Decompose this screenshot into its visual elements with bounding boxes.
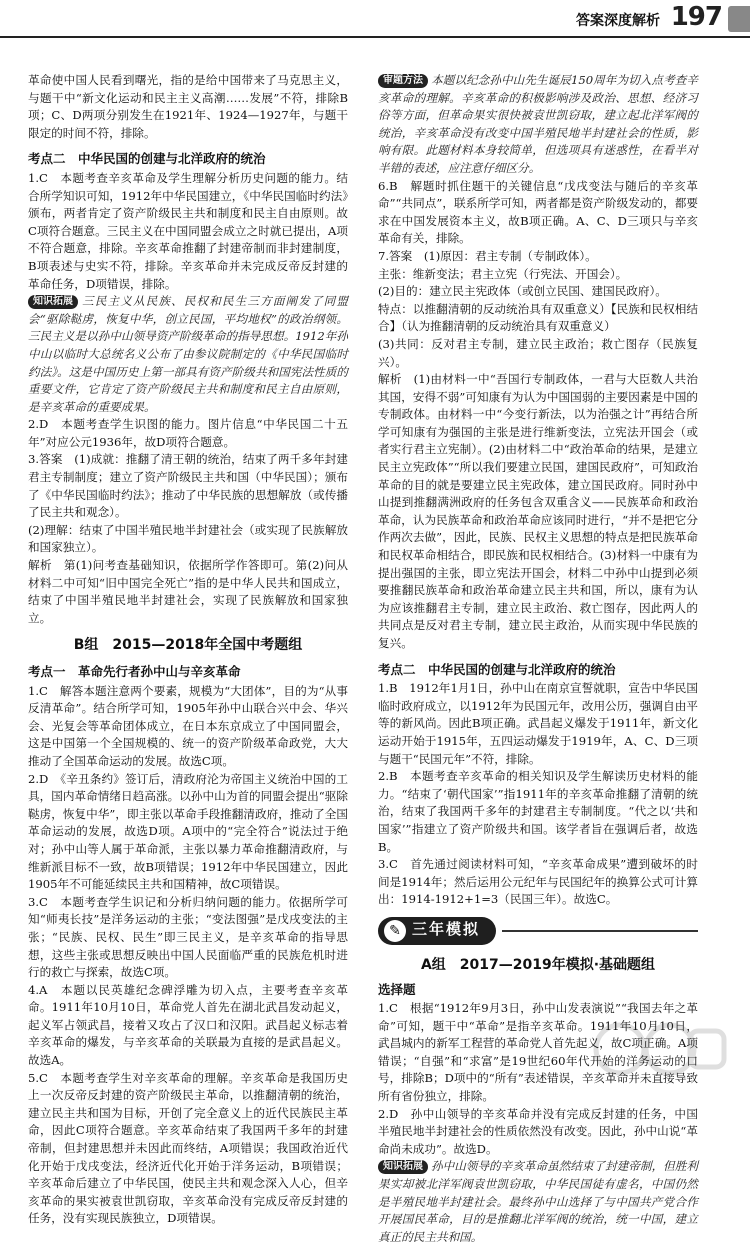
answer-item: 4.A 本题以民英雄纪念碑浮雕为切入点，主要考查辛亥革命。1911年10月10日，革命党人首先在湖北武昌发动起义，起义军占领武昌，接着又攻占了汉口和汉阳。武昌起义标志着辛亥革命的爆发，与辛亥革命的关联最为直接的是武昌起义。故选A。 <box>28 982 348 1068</box>
answer-item: 2.D 本题考查学生识图的能力。图片信息“中华民国二十五年”对应公元1936年，故D项符合题意。 <box>28 417 348 449</box>
tip-badge: 知识拓展 <box>378 1160 428 1174</box>
banner-book-icon: ✎ <box>384 920 406 942</box>
answer-item: 3.C 首先通过阅读材料可知，“辛亥革命成果”遭到破坏的时间是1914年；然后运用公元纪年与民国纪年的换算公式可计算出：1914-1912+1=3（民国三年）。故选C。 <box>378 857 698 907</box>
analysis-item: 解析 (1)由材料一中“吾国行专制政体，一君与大臣数人共治其国，安得不弱”可知康有为认为中国国弱的主要因素是中国的专制政体。由材料一中“今变行新法，以为治强之计”再结合所学可知康有为强国的主张是进行维新变法，立宪法开国会（或者实行君主立宪制）。(2)由材料二中“政治革命的结果，是建立民主立宪政体”“所以我们要建立民国，建国民政府”，可知政治革命的目的就是要建立民主宪政体，建立国民政府。同时孙中山提到推翻满洲政府的任务包含双重含义——民族革命和政治革命，认为民族革命和政治革命应该同时进行，“并不是把它分作两次去做”，因此，民族、民权主义思想的特点是把民族革命和民权革命相结合，即民族和民权相结合。(3)材料一中康有为提出强国的主张，即立宪法开国会，材料二中孙中山提到必须要推翻民族革命和政治革命建立民主共和国，所以，康有为认为应该推翻君主专制，建立民主政治、救亡图存，因此两人的共同点是反对君主专制，建立民主政治，从而实现中华民族的复兴。 <box>378 372 698 650</box>
answer-item: 1.C 本题考查辛亥革命及学生理解分析历史问题的能力。结合所学知识可知，1912年中华民国建立，《中华民国临时约法》颁布，两者肯定了资产阶级民主共和制度和民主自由原则。故C项符合题意。三民主义在中国同盟会成立之时就已提出，A项不符合题意，排除。辛亥革命推翻了封建帝制而非封建制度，B项表述与史实不符，排除。辛亥革命并未完成反帝反封建的革命任务，D项错误，排除。 <box>28 170 348 291</box>
tip-text: 三民主义从民族、民权和民生三方面阐发了同盟会“驱除鞑虏，恢复中华，创立民国，平均地权”的政治纲领。三民主义是以孙中山领导资产阶级革命的指导思想。1912年孙中山以临时大总统名义公布了由参议院制定的《中华民国临时约法》。这是中国历史上第一部具有资产阶级共和国宪法性质的重要文件，它肯定了资产阶级民主共和制度和民主自由原则，是辛亥革命的重要成果。 <box>28 294 348 414</box>
page-tab-marker <box>728 6 750 32</box>
page-number: 197 <box>670 2 722 32</box>
section-heading: 考点二 中华民国的创建与北洋政府的统治 <box>378 661 616 677</box>
answer-item: 特点：以推翻清朝的反动统治具有双重意义）【民族和民权相结合】（认为推翻清朝的反动统治具有双重意义） <box>378 301 698 334</box>
answer-item: 1.C 根据“1912年9月3日，孙中山发表演说”“我国去年之革命”可知，题干中“革命”是指辛亥革命。1911年10月10日，武昌城内的新军工程营的革命党人首先起义，故C项正确。A项错误；“自强”和“求富”是19世纪60年代开始的洋务运动的口号，排除B；D项中的“所有”表述错误，辛亥革命并未直接导致所有省份独立，排除。 <box>378 1001 698 1104</box>
answer-item: (2)理解：结束了中国半殖民地半封建社会（或实现了民族解放和国家独立）。 <box>28 522 348 555</box>
analysis-item: 解析 第(1)问考查基础知识，依据所学作答即可。第(2)问从材料二中可知“旧中国完全死亡”指的是中华人民共和国成立，结束了中国半殖民地半封建社会，实现了民族解放和国家独立。 <box>28 558 348 625</box>
answer-item: 主张：维新变法；君主立宪（行宪法、开国会）。 <box>378 266 628 281</box>
tip-box <box>378 72 698 178</box>
answer-item: 5.C 本题考查学生对辛亥革命的理解。辛亥革命是我国历史上一次反帝反封建的资产阶级民主革命，以推翻清朝的统治，建立民主共和国为目标，开创了完全意义上的近代民族民主革命，因此C项符合题意。辛亥革命结束了我国两千多年的封建帝制，但封建思想并未因此而终结，A项错误；我国政治近代化开始于戊戌变法，经济近代化开始于洋务运动，B项错误；辛亥革命后建立了中华民国，使民主共和观念深入人心，但辛亥革命的果实被袁世凯窃取，辛亥革命没有完成反帝反封建的任务，没有实现民族独立，D项错误。 <box>28 1070 348 1226</box>
header-section-title: 答案深度解析 <box>576 13 660 29</box>
tip-badge: 审题方法 <box>378 74 428 88</box>
answer-paragraph: 革命使中国人民看到曙光，指的是给中国带来了马克思主义，与题干中“新文化运动和民主主义高潮……发展”不符，排除B项；C、D两项分别发生在1921年、1924—1927年，与题干限定的时间不符，排除。 <box>28 73 348 140</box>
banner-rule <box>502 930 698 932</box>
answer-item: 2.B 本题考查辛亥革命的相关知识及学生解读历史材料的能力。“结束了‘朝代国家’”指1911年的辛亥革命推翻了清朝的统治，结束了我国两千多年的封建君主专制制度。“代之以‘共和国家’”指建立了资产阶级共和国。该学者旨在强调后者，故选B。 <box>378 769 698 854</box>
subsection-heading: 选择题 <box>378 981 416 997</box>
answer-item: 1.C 解答本题注意两个要素，规模为“大团体”，目的为“从事反清革命”。结合所学可知，1905年孙中山联合兴中会、华兴会、光复会等革命团体成立，在日本东京成立了中国同盟会，这是中国第一个全国规模的、统一的资产阶级革命政党，大大推动了全国革命运动的发展。故选C项。 <box>28 683 348 768</box>
answer-item: 3.C 本题考查学生识记和分析归纳问题的能力。依据所学可知“师夷长技”是洋务运动的主张；“变法图强”是戊戌变法的主张；“民族、民权、民生”即三民主义，是辛亥革命的指导思想，这些主张或思想反映出中国人民面临严重的民族危机时进行的救亡与探索，故选C项。 <box>28 894 348 980</box>
tip-text: 孙中山领导的辛亥革命虽然结束了封建帝制，但胜利果实却被北洋军阀袁世凯窃取，中华民国徒有虚名，中国仍然是半殖民地半封建社会。最终孙中山选择了与中国共产党合作开展国民革命，目的是推翻北洋军阀的统治，统一中国，建立真正的民主共和国。 <box>378 1159 698 1244</box>
page-header <box>0 0 750 38</box>
answer-item: 3.答案 (1)成就：推翻了清王朝的统治，结束了两千多年封建君主专制制度；建立了资产阶级民主共和国（中华民国）；颁布了《中华民国临时约法》；推动了中华民族的思想解放（或传播了民主共和观念）。 <box>28 452 348 520</box>
section-heading: 考点一 革命先行者孙中山与辛亥革命 <box>28 664 241 679</box>
banner-title: 三年模拟 <box>412 919 481 938</box>
answer-item: 1.B 1912年1月1日，孙中山在南京宣誓就职，宣告中华民国临时政府成立，以1912年为民国元年，改用公历，强调自由平等的新风尚。因此B项正确。武昌起义爆发于1911年，新文化运动开始于1915年，五四运动爆发于1919年，A、C、D三项与题干“民国元年”不符，排除。 <box>378 681 698 766</box>
header-rule <box>0 36 750 38</box>
answer-item: 7.答案 (1)原因：君主专制（专制政体）。 <box>378 248 597 263</box>
watermark-logo-icon <box>590 1017 730 1087</box>
tip-box <box>28 293 348 416</box>
three-year-banner <box>378 917 698 947</box>
tip-box <box>378 1158 698 1246</box>
answer-item: 2.D 《辛丑条约》签订后，清政府沦为帝国主义统治中国的工具，国内革命情绪日趋高涨。以孙中山为首的同盟会提出“驱除鞑虏，恢复中华”，即主张以革命手段推翻清政府，推动了全国革命运动的发展，故选D项。A项中的“完全符合”说法过于绝对；孙中山等人属于革命派，主张以暴力革命推翻清政府，与维新派目标不一致，故B项错误；1912年中华民国建立，因此1905年不可能延续民主共和国精神，故C项错误。 <box>28 771 348 892</box>
answer-item: (3)共同：反对君主专制，建立民主政治；救亡图存（民族复兴）。 <box>378 336 698 369</box>
tip-badge: 知识拓展 <box>28 295 78 309</box>
group-heading: B组 2015—2018年全国中考题组 <box>73 637 303 654</box>
left-column <box>28 72 348 1228</box>
tip-text: 本题以纪念孙中山先生诞辰150周年为切入点考查辛亥革命的理解。辛亥革命的积极影响涉及政治、思想、经济习俗等方面，但革命果实很快被袁世凯窃取，建立起北洋军阀的统治，辛亥革命没有改变中国半殖民地半封建社会的性质，影响有限。此题材料本身较简单，但选项具有迷惑性，在看半对半错的表述，应注意仔细区分。 <box>378 73 698 175</box>
answer-item: (2)目的：建立民主宪政体（或创立民国、建国民政府）。 <box>378 284 667 299</box>
group-heading: A组 2017—2019年模拟·基础题组 <box>420 956 656 973</box>
section-heading: 考点二 中华民国的创建与北洋政府的统治 <box>28 151 266 167</box>
answer-item: 2.D 孙中山领导的辛亥革命并没有完成反封建的任务，中国半殖民地半封建社会的性质依然没有改变。因此，孙中山说“革命尚未成功”。故选D。 <box>378 1106 698 1156</box>
answer-item: 6.B 解题时抓住题干的关键信息“戊戌变法与随后的辛亥革命”“共同点”，联系所学可知，两者都是资产阶级发动的，都要求在中国发展资本主义，故B项正确。A、C、D三项只与辛亥革命有关，排除。 <box>378 178 698 246</box>
